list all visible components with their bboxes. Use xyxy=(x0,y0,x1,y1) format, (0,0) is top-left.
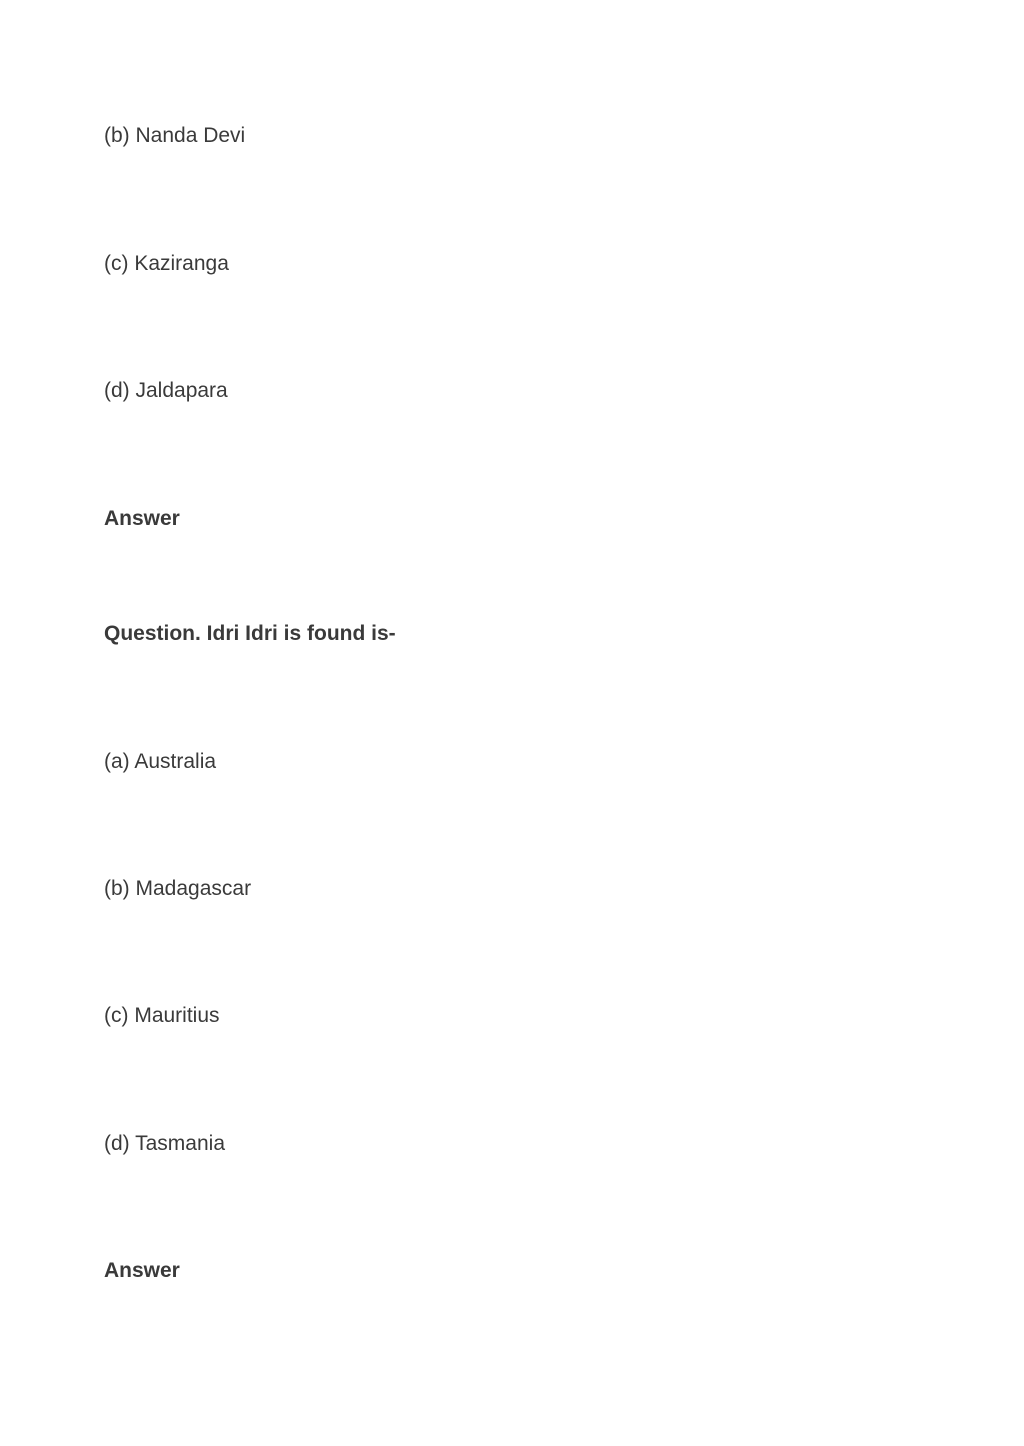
option-b-madagascar: (b) Madagascar xyxy=(104,877,252,900)
option-b-nanda-devi: (b) Nanda Devi xyxy=(104,124,246,147)
option-c-mauritius: (c) Mauritius xyxy=(104,1004,220,1027)
question-heading: Question. Idri Idri is found is- xyxy=(104,622,396,645)
option-a-australia: (a) Australia xyxy=(104,750,217,773)
option-c-kaziranga: (c) Kaziranga xyxy=(104,252,229,275)
option-d-jaldapara: (d) Jaldapara xyxy=(104,379,228,402)
answer-link-2[interactable]: Answer xyxy=(104,1259,180,1282)
option-d-tasmania: (d) Tasmania xyxy=(104,1132,225,1155)
answer-link-1[interactable]: Answer xyxy=(104,507,180,530)
